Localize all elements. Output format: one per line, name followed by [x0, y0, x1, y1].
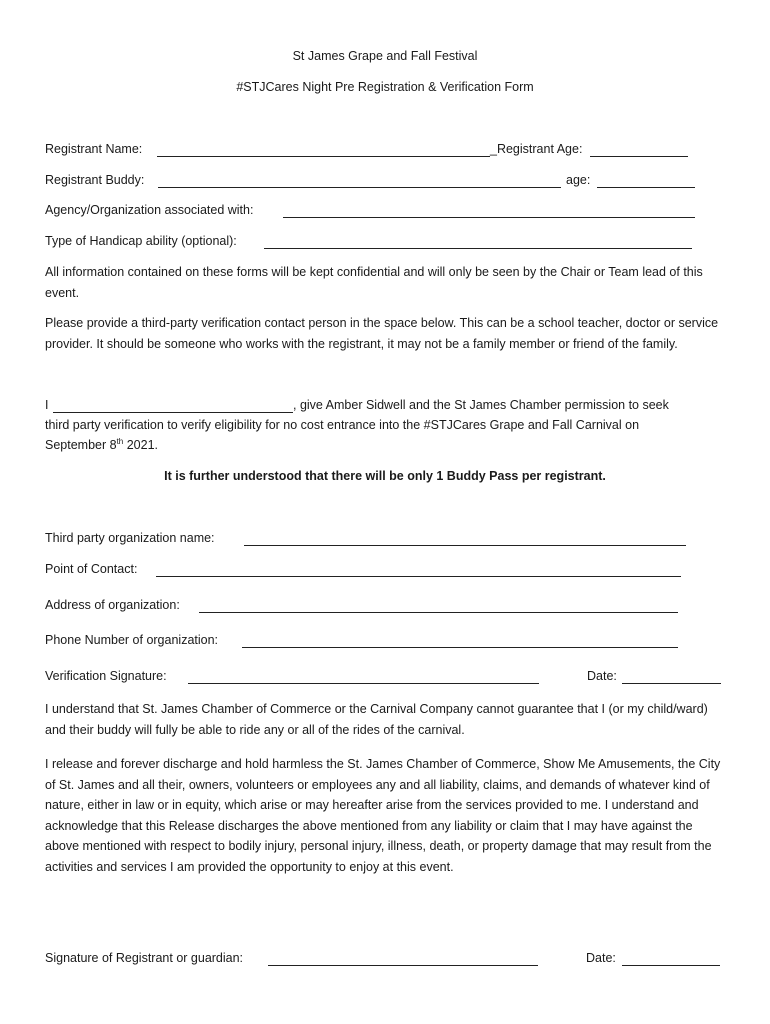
- registrant-age-label: _Registrant Age:: [490, 142, 583, 156]
- handicap-field[interactable]: [264, 248, 692, 249]
- permission-date: [45, 438, 158, 452]
- third-party-org-label: Third party organization name:: [45, 531, 215, 545]
- agency-field[interactable]: [283, 217, 695, 218]
- registrant-signature-label: Signature of Registrant or guardian:: [45, 951, 244, 965]
- org-address-label: Address of organization:: [45, 598, 180, 612]
- third-party-org-field[interactable]: [244, 545, 686, 546]
- agency-label: Agency/Organization associated with:: [45, 203, 254, 217]
- registrant-name-field[interactable]: [157, 156, 490, 157]
- registrant-buddy-label: Registrant Buddy:: [45, 173, 145, 187]
- registrant-buddy-field[interactable]: [158, 187, 561, 188]
- permission-date-prefix: September 8: [45, 438, 117, 452]
- verification-date-field[interactable]: [622, 683, 721, 684]
- permission-date-suffix: th: [116, 436, 124, 446]
- form-subtitle: #STJCares Night Pre Registration & Verification Form: [236, 80, 534, 94]
- permission-i: I: [45, 398, 49, 412]
- permission-name-field[interactable]: [53, 412, 293, 413]
- verification-signature-label: Verification Signature:: [45, 669, 167, 683]
- verification-date-label: Date:: [587, 669, 617, 683]
- org-address-field[interactable]: [199, 612, 678, 613]
- registrant-signature-field[interactable]: [268, 965, 538, 966]
- form-title: St James Grape and Fall Festival: [292, 49, 478, 63]
- verification-request: Please provide a third-party verification contact person in the space below. This can be a school teacher, doctor or service provider. It should be someone who works with the registrant, it may not be a family member or friend of the family.: [45, 316, 719, 351]
- permission-date-year: 2021.: [123, 438, 159, 452]
- point-of-contact-label: Point of Contact:: [45, 562, 138, 576]
- permission-line-2: third party verification to verify eligibility for no cost entrance into the #STJCares Grape and Fall Carnival on: [45, 418, 640, 432]
- handicap-label: Type of Handicap ability (optional):: [45, 234, 237, 248]
- release-of-liability: I release and forever discharge and hold harmless the St. James Chamber of Commerce, Show Me Amusements, the City of St. James and all their, owners, volunteers or employees any and all liability, claims, and demands of whatever kind of nature, either in law or in equity, which arise or may hereafter arise from the services provided to me. I understand and acknowledge that this Release discharges the above mentioned from any liability or claim that I may have against the above mentioned with respect to bodily injury, personal injury, illness, death, or property damage that may result from the activities and services I am provided the opportunity to enjoy at this event.: [45, 757, 721, 874]
- buddy-age-label: age:: [566, 173, 591, 187]
- registrant-age-field[interactable]: [590, 156, 688, 157]
- org-phone-label: Phone Number of organization:: [45, 633, 219, 647]
- guarantee-disclaimer: I understand that St. James Chamber of Commerce or the Carnival Company cannot guarantee that I (or my child/ward) and their buddy will fully be able to ride any or all of the rides of the carnival.: [45, 702, 708, 737]
- org-phone-field[interactable]: [242, 647, 678, 648]
- buddy-pass-notice: It is further understood that there will be only 1 Buddy Pass per registrant.: [164, 469, 606, 483]
- confidentiality-notice: All information contained on these forms will be kept confidential and will only be seen by the Chair or Team lead of this event.: [45, 265, 703, 300]
- buddy-age-field[interactable]: [597, 187, 695, 188]
- registrant-date-field[interactable]: [622, 965, 720, 966]
- permission-text: , give Amber Sidwell and the St James Chamber permission to seek: [293, 398, 669, 412]
- registrant-name-label: Registrant Name:: [45, 142, 143, 156]
- verification-signature-field[interactable]: [188, 683, 539, 684]
- point-of-contact-field[interactable]: [156, 576, 681, 577]
- registrant-date-label: Date:: [586, 951, 616, 965]
